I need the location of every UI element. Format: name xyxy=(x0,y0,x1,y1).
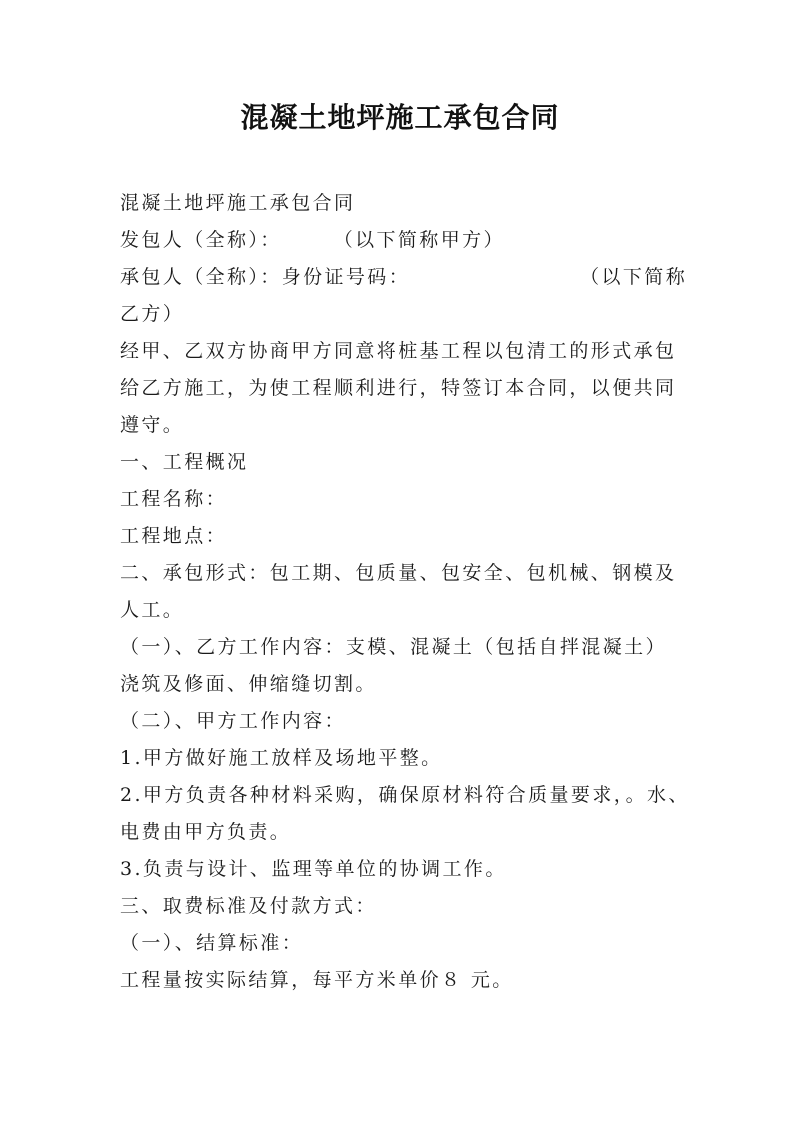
body-line-unit-price: 工程量按实际结算，每平方米单价８ 元。 xyxy=(120,969,514,991)
body-line: 经甲、乙双方协商甲方同意将桩基工程以包清工的形式承包 xyxy=(120,340,677,362)
section-heading-overview: 一、工程概况 xyxy=(120,451,249,473)
body-line-contractor xyxy=(120,259,690,296)
body-line-contractor-cont: 乙方） xyxy=(120,303,185,325)
section-heading-fees: 三、取费标准及付款方式： xyxy=(120,895,377,917)
contractor-abbrev: （以下简称 xyxy=(580,266,688,288)
document-title: 混凝土地坪施工承包合同 xyxy=(240,101,560,134)
subsection-settlement: （一）、结算标准： xyxy=(120,932,304,954)
contractor-label: 承包人（全称）：身份证号码： xyxy=(120,266,411,288)
employer-abbrev: （以下简称甲方） xyxy=(333,229,505,251)
body-line-project-location: 工程地点： xyxy=(120,525,228,547)
section-heading-contract-form: 二、承包形式：包工期、包质量、包安全、包机械、钢模及 xyxy=(120,562,677,584)
body-line: 人工。 xyxy=(120,599,185,621)
body-line-employer xyxy=(120,222,690,259)
body-line: 遵守。 xyxy=(120,414,185,436)
body-line: 浇筑及修面、伸缩缝切割。 xyxy=(120,673,377,695)
subsection-contractor-work: （一）、乙方工作内容：支模、混凝土（包括自拌混凝土） xyxy=(120,636,667,658)
document-body xyxy=(120,185,690,999)
list-item-2: 2.甲方负责各种材料采购，确保原材料符合质量要求，。水、 xyxy=(120,784,690,806)
body-line: 电费由甲方负责。 xyxy=(120,821,292,843)
body-line: 给乙方施工，为使工程顺利进行，特签订本合同，以便共同 xyxy=(120,377,677,399)
employer-label: 发包人（全称）： xyxy=(120,229,282,251)
body-line-project-name: 工程名称： xyxy=(120,488,228,510)
list-item-1: 1.甲方做好施工放样及场地平整。 xyxy=(120,747,443,769)
list-item-3: 3.负责与设计、监理等单位的协调工作。 xyxy=(120,858,507,880)
subsection-employer-work: （二）、甲方工作内容： xyxy=(120,710,346,732)
body-line-contract-name: 混凝土地坪施工承包合同 xyxy=(120,192,356,214)
